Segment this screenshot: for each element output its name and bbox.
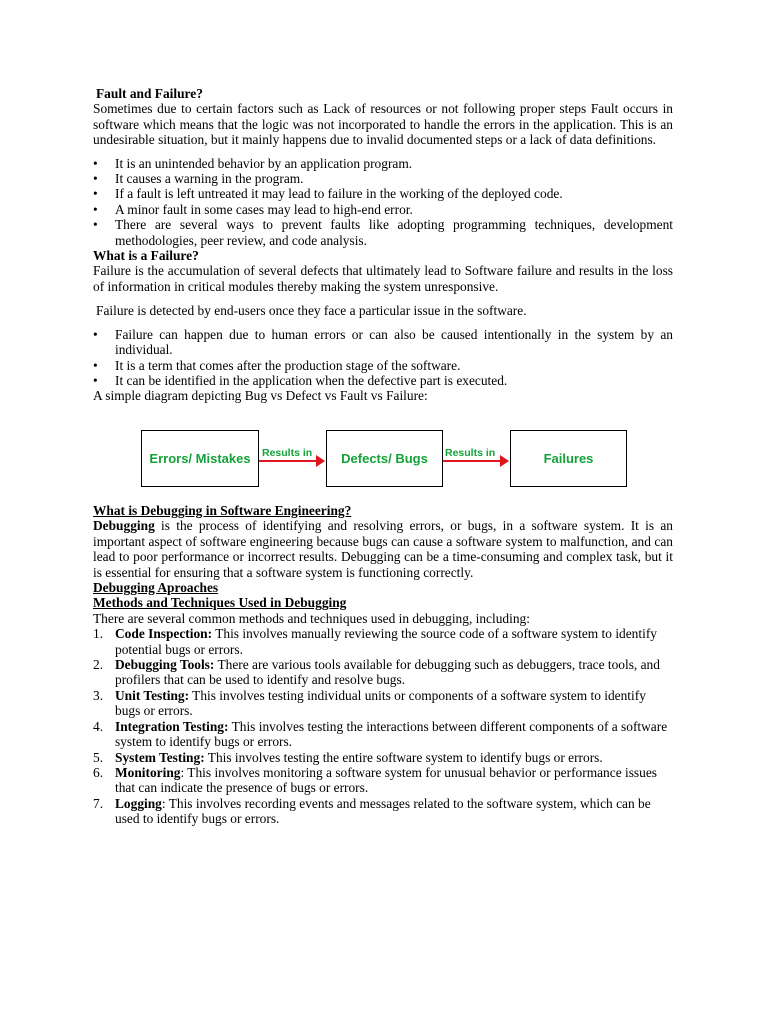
paragraph-failure: Failure is the accumulation of several defects that ultimately lead to Software failure and results in the loss of information in critical modules thereby making the system unresponsive. [93, 263, 673, 294]
list-item: • A minor fault in some cases may lead to high-end error. [93, 202, 673, 217]
methods-numbered-list [93, 626, 673, 826]
fault-bullet-list [93, 156, 673, 248]
paragraph-debugging: Debugging is the process of identifying and resolving errors, or bugs, in a software system. It is an important aspect of software engineering because bugs can cause a software system to malfunction, and can lead to poor performance or incorrect results. Debugging can be a time-consuming and complex task, but it is essential for ensuring that a software system is functioning correctly. [93, 518, 673, 580]
diagram-box-failures: Failures [510, 430, 627, 487]
heading-debugging-approaches: Debugging Aproaches [93, 580, 219, 596]
term-debugging: Debugging [93, 518, 155, 534]
arrow-label: Results in [262, 447, 313, 459]
heading-what-is-failure: What is a Failure? [93, 248, 199, 264]
list-item: • It causes a warning in the program. [93, 171, 673, 186]
list-item: • Failure can happen due to human errors or can also be caused intentionally in the system by an individual. [93, 327, 673, 358]
list-item: 6. Monitoring: This involves monitoring a software system for unusual behavior or performance issues that can indicate the presence of bugs or errors. [93, 764, 657, 796]
list-item: • It can be identified in the application when the defective part is executed. [93, 373, 673, 388]
list-item: 3. Unit Testing: This involves testing individual units or components of a software system to identify bugs or errors. [93, 687, 646, 719]
section-fault-failure [93, 86, 673, 404]
list-item: 5. System Testing: This involves testing the entire software system to identify bugs or errors. [93, 749, 603, 765]
list-item: 7. Logging: This involves recording events and messages related to the software system, which can be used to identify bugs or errors. [93, 795, 651, 827]
list-item: • It is a term that comes after the production stage of the software. [93, 358, 673, 373]
diagram-intro: A simple diagram depicting Bug vs Defect vs Fault vs Failure: [93, 388, 428, 404]
error-defect-failure-diagram [141, 430, 628, 488]
paragraph-fault: Sometimes due to certain factors such as Lack of resources or not following proper steps Fault occurs in software which means that the logic was not incorporated to handle the errors in the application. This is an undesirable situation, but it mainly happens due to invalid documented steps or a lack of data definitions. [93, 101, 673, 148]
heading-what-is-debugging: What is Debugging in Software Engineering? [93, 503, 352, 518]
section-debugging [93, 503, 673, 827]
failure-bullet-list [93, 327, 673, 389]
list-item: • There are several ways to prevent faults like adopting programming techniques, development methodologies, peer review, and code analysis. [93, 217, 673, 248]
list-item: 1. Code Inspection: This involves manually reviewing the source code of a software system to identify potential bugs or errors. [93, 626, 657, 657]
heading-fault-and-failure: Fault and Failure? [96, 86, 203, 101]
arrow-label: Results in [445, 447, 496, 459]
list-item: • It is an unintended behavior by an application program. [93, 156, 673, 171]
diagram-box-defects: Defects/ Bugs [326, 430, 443, 487]
heading-methods-techniques: Methods and Techniques Used in Debugging [93, 595, 347, 611]
list-item: 2. Debugging Tools: There are various tools available for debugging such as debuggers, trace tools, and profilers that can be used to identify and resolve bugs. [93, 657, 660, 688]
list-item: 4. Integration Testing: This involves testing the interactions between different components of a software system to identify bugs or errors. [93, 718, 668, 750]
diagram-box-errors: Errors/ Mistakes [141, 430, 259, 487]
paragraph-failure-detected: Failure is detected by end-users once they face a particular issue in the software. [96, 303, 527, 319]
list-item: • If a fault is left untreated it may lead to failure in the working of the deployed code. [93, 186, 673, 201]
paragraph-methods-intro: There are several common methods and techniques used in debugging, including: [93, 610, 530, 626]
